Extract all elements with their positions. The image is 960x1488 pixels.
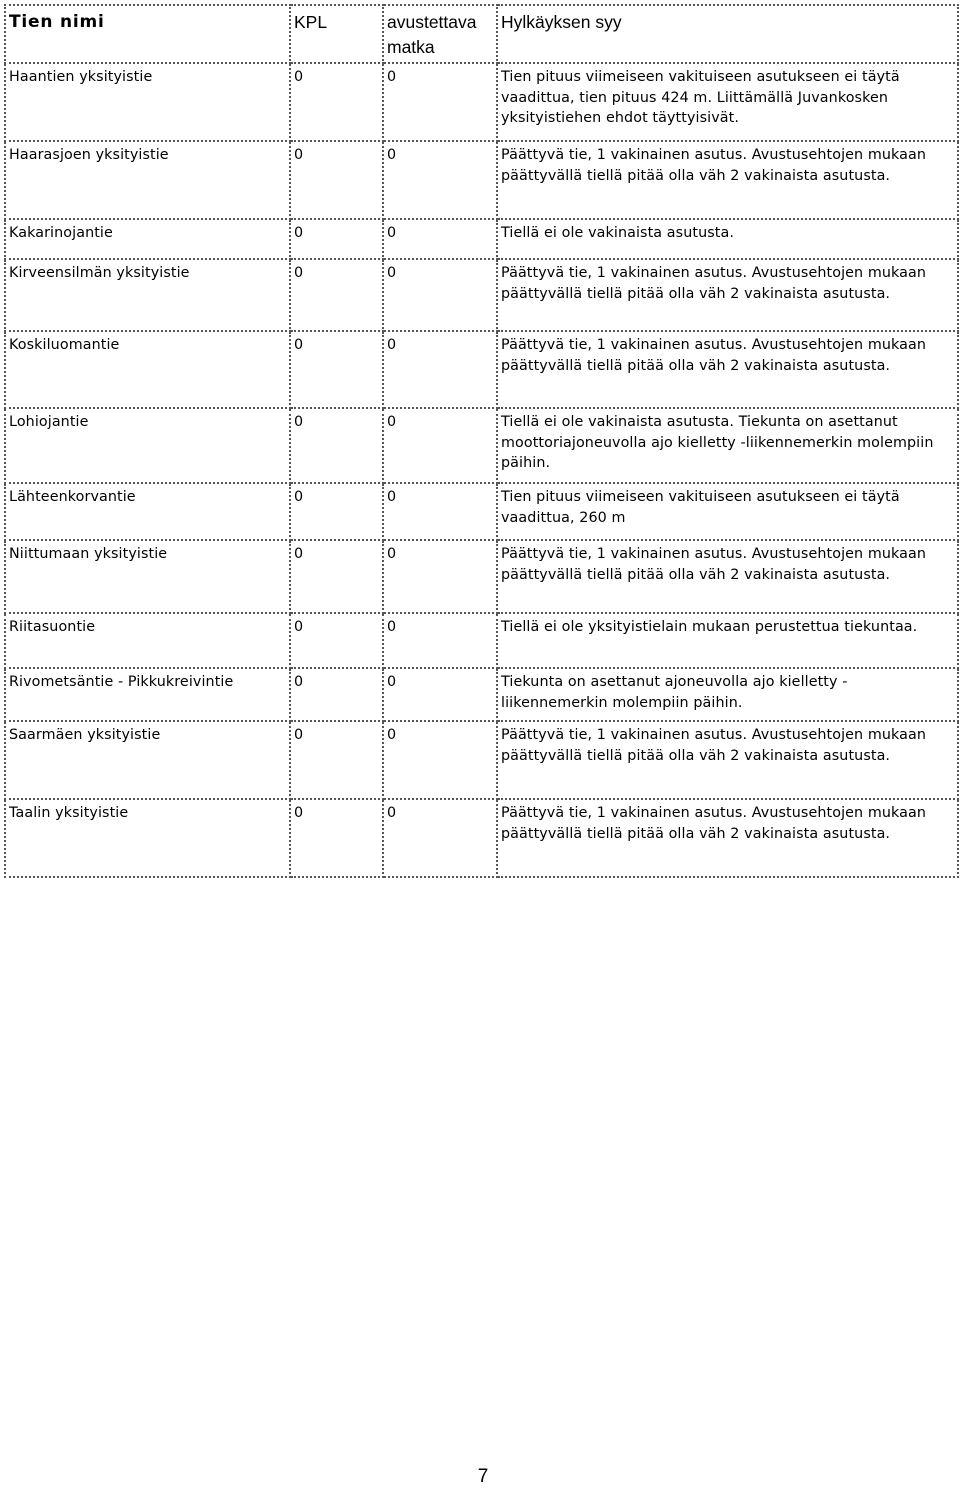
page-number: 7 [477,1466,489,1487]
road-name: Haarasjoen yksityistie [5,141,290,219]
road-kpl: 0 [290,259,383,331]
road-kpl: 0 [290,540,383,613]
road-distance: 0 [383,408,497,483]
rejected-roads-table [4,4,959,878]
road-distance: 0 [383,540,497,613]
road-distance: 0 [383,613,497,668]
road-name: Taalin yksityistie [5,799,290,877]
road-name: Lohiojantie [5,408,290,483]
road-name: Kakarinojantie [5,219,290,259]
header-cell-reason [497,5,958,63]
rejection-reason: Tiellä ei ole vakinaista asutusta. [497,219,958,259]
road-name: Lähteenkorvantie [5,483,290,540]
header-cell-name [5,5,290,63]
road-distance: 0 [383,331,497,408]
header-name: Tien nimi [9,12,105,32]
rejection-reason: Tien pituus viimeiseen vakituiseen asutukseen ei täytä vaadittua, 260 m [497,483,958,540]
rejection-reason: Päättyvä tie, 1 vakinainen asutus. Avustusehtojen mukaan päättyvällä tiellä pitää olla väh 2 vakinaista asutusta. [497,540,958,613]
table-row [5,613,958,668]
road-distance: 0 [383,219,497,259]
rejection-reason: Päättyvä tie, 1 vakinainen asutus. Avustusehtojen mukaan päättyvällä tiellä pitää olla väh 2 vakinaista asutusta. [497,331,958,408]
road-distance: 0 [383,483,497,540]
road-distance: 0 [383,259,497,331]
road-kpl: 0 [290,668,383,721]
road-kpl: 0 [290,219,383,259]
table-row [5,540,958,613]
rejection-reason: Tiekunta on asettanut ajoneuvolla ajo kielletty - liikennemerkin molempiin päihin. [497,668,958,721]
table-row [5,63,958,141]
road-kpl: 0 [290,141,383,219]
road-name: Rivometsäntie - Pikkukreivintie [5,668,290,721]
table-row [5,721,958,799]
table-row [5,141,958,219]
road-name: Saarmäen yksityistie [5,721,290,799]
road-kpl: 0 [290,63,383,141]
rejection-reason: Tien pituus viimeiseen vakituiseen asutukseen ei täytä vaadittua, tien pituus 424 m. Liittämällä Juvankosken yksityistiehen ehdot täyttyisivät. [497,63,958,141]
road-name: Niittumaan yksityistie [5,540,290,613]
table-row [5,219,958,259]
road-name: Kirveensilmän yksityistie [5,259,290,331]
table-row [5,668,958,721]
table-row [5,799,958,877]
road-distance: 0 [383,721,497,799]
table-row [5,408,958,483]
road-kpl: 0 [290,613,383,668]
header-kpl: KPL [294,12,328,32]
header-cell-distance [383,5,497,63]
road-kpl: 0 [290,799,383,877]
road-distance: 0 [383,668,497,721]
table-row [5,331,958,408]
table-header-row [5,5,958,63]
header-cell-kpl [290,5,383,63]
rejection-reason: Päättyvä tie, 1 vakinainen asutus. Avustusehtojen mukaan päättyvällä tiellä pitää olla väh 2 vakinaista asutusta. [497,721,958,799]
road-kpl: 0 [290,483,383,540]
road-kpl: 0 [290,721,383,799]
rejection-reason: Tiellä ei ole vakinaista asutusta. Tiekunta on asettanut moottoriajoneuvolla ajo kielletty -liikennemerkin molempiin päihin. [497,408,958,483]
rejection-reason: Päättyvä tie, 1 vakinainen asutus. Avustusehtojen mukaan päättyvällä tiellä pitää olla väh 2 vakinaista asutusta. [497,799,958,877]
road-distance: 0 [383,63,497,141]
table-row [5,483,958,540]
road-distance: 0 [383,799,497,877]
road-distance: 0 [383,141,497,219]
road-kpl: 0 [290,408,383,483]
rejection-reason: Tiellä ei ole yksityistielain mukaan perustettua tiekuntaa. [497,613,958,668]
header-distance: avustettava matka [387,12,477,57]
header-reason: Hylkäyksen syy [501,12,622,32]
road-name: Riitasuontie [5,613,290,668]
road-kpl: 0 [290,331,383,408]
road-name: Haantien yksityistie [5,63,290,141]
rejection-reason: Päättyvä tie, 1 vakinainen asutus. Avustusehtojen mukaan päättyvällä tiellä pitää olla väh 2 vakinaista asutusta. [497,141,958,219]
rejection-reason: Päättyvä tie, 1 vakinainen asutus. Avustusehtojen mukaan päättyvällä tiellä pitää olla väh 2 vakinaista asutusta. [497,259,958,331]
road-name: Koskiluomantie [5,331,290,408]
table-row [5,259,958,331]
